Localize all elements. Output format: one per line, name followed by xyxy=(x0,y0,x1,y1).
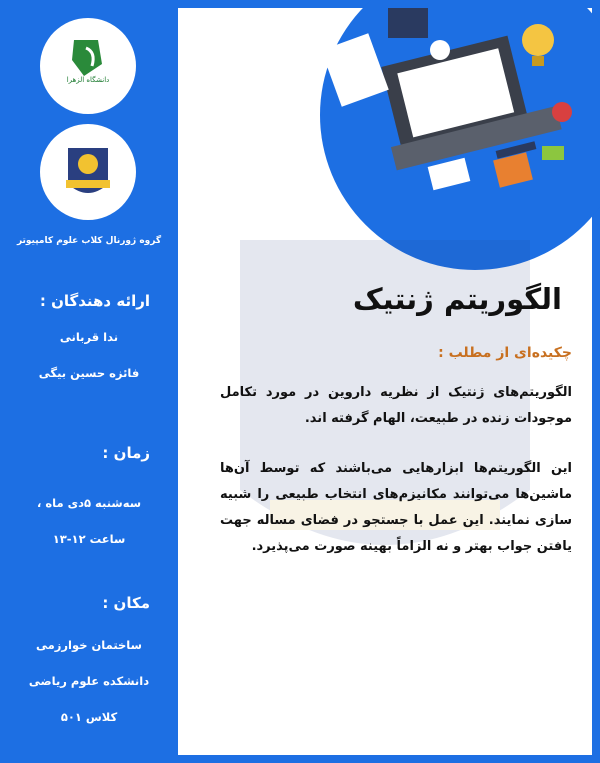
university-logo-text: دانشگاه الزهرا xyxy=(66,76,110,84)
place-line: ساختمان خوارزمی xyxy=(36,638,142,652)
university-logo xyxy=(40,18,136,114)
place-title: مکان : xyxy=(102,594,150,612)
illustration-circle xyxy=(320,0,600,270)
group-name: گروه ژورنال کلاب علوم کامپیوتر xyxy=(16,236,162,246)
abstract-paragraph: الگوریتم‌های ژنتیک از نظریه داروین در مورد تکامل موجودات زنده در طبیعت، الهام گرفته اند. xyxy=(220,385,572,426)
place-line: دانشکده علوم ریاضی xyxy=(28,674,150,688)
page-title: الگوریتم ژنتیک xyxy=(352,282,562,316)
time-title: زمان : xyxy=(102,444,150,462)
journal-club-badge-icon xyxy=(40,124,136,220)
abstract-paragraph: این الگوریتم‌ها ابزارهایی می‌باشند که توسط آن‌ها ماشین‌ها می‌توانند مکانیزم‌های انتخاب طبیعی را شبیه سازی نمایند. این عمل با جستجو در فضای مساله جهت یافتن جواب بهتر و نه الزاماً بهینه صورت می‌پذیرد. xyxy=(220,461,572,554)
journal-club-logo xyxy=(40,124,136,220)
place-line: کلاس ۵۰۱ xyxy=(60,710,118,724)
time-line: سه‌شنبه ۵دی ماه ، xyxy=(36,496,142,510)
sidebar xyxy=(0,0,178,763)
university-logo-icon xyxy=(40,18,136,114)
presenters-title: ارائه دهندگان : xyxy=(39,292,150,310)
presenter-name: فائزه حسین بیگی xyxy=(38,366,140,380)
abstract-heading: چکیده‌ای از مطلب : xyxy=(438,345,572,361)
laptop-illustration-icon xyxy=(320,0,600,270)
presenter-name: ندا قربانی xyxy=(59,330,119,344)
time-line: ساعت ۱۲-۱۳ xyxy=(52,532,126,546)
